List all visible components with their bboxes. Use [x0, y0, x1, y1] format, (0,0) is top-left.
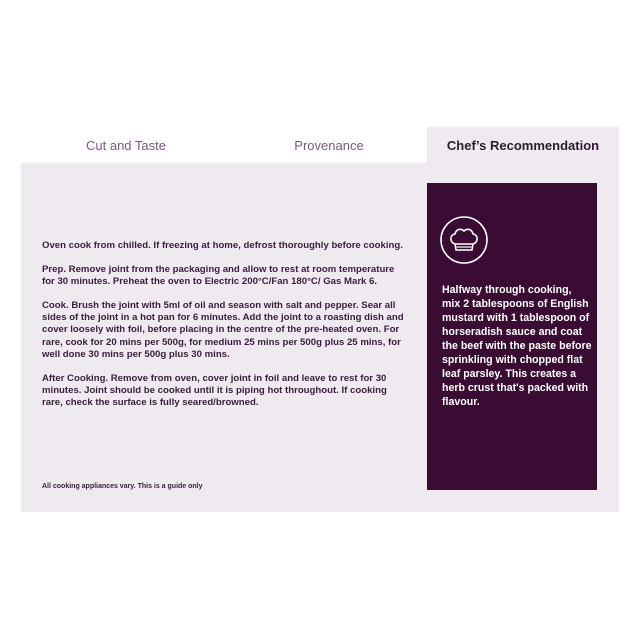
instruction-paragraph: Cook. Brush the joint with 5ml of oil and season with salt and pepper. Sear all sides of the joint in a hot pan for 6 minutes. Add the joint to a roasting dish and cover loosely with foil, before placing in the centre of the pre-heated oven. For rare, cook for 20 mins per 500g, for medium 25 mins per 500g plus 25 mins, for well done 30 mins per 500g plus 30 mins.	[42, 300, 404, 360]
cooking-disclaimer: All cooking appliances vary. This is a guide only	[42, 483, 203, 490]
product-info-card	[21, 127, 619, 512]
tab-chefs-recommendation-label: Chef’s Recommendation	[446, 137, 600, 153]
chef-hat-icon	[439, 215, 489, 265]
cooking-instructions	[42, 240, 404, 421]
tab-panel-chefs-recommendation	[21, 163, 619, 512]
tab-cut-and-taste[interactable]	[21, 127, 231, 163]
chef-recommendation-box	[427, 183, 597, 490]
tab-cut-and-taste-label: Cut and Taste	[86, 137, 166, 153]
instruction-paragraph: After Cooking. Remove from oven, cover joint in foil and leave to rest for 30 minutes. Joint should be cooked until it is piping hot throughout. If cooking rare, check the surface is fully seared/browned.	[42, 372, 387, 408]
instruction-paragraph: Prep. Remove joint from the packaging and allow to rest at room temperature for 30 minutes. Preheat the oven to Electric 200°C/Fan 180°C/ Gas Mark 6.	[42, 264, 395, 288]
instruction-paragraph: Oven cook from chilled. If freezing at home, defrost thoroughly before cooking.	[42, 240, 403, 251]
tab-chefs-recommendation[interactable]	[427, 127, 619, 163]
tab-provenance[interactable]	[231, 127, 427, 163]
chef-recommendation-text: Halfway through cooking, mix 2 tablespoons of English mustard with 1 tablespoon of horseradish sauce and coat the beef with the paste before sprinkling with chopped flat leaf parsley. This creates a herb crust that's packed with flavour.	[442, 284, 592, 408]
tab-provenance-label: Provenance	[294, 137, 364, 153]
tab-bar	[21, 127, 619, 163]
